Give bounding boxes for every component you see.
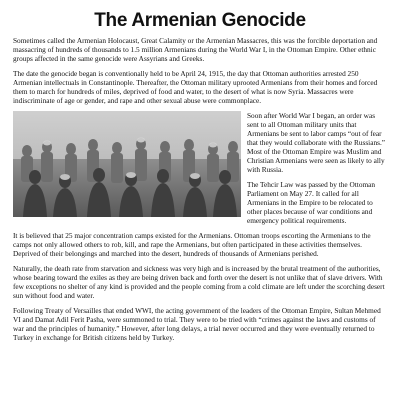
paragraph-intro: Sometimes called the Armenian Holocaust, Great Calamity or the Armenian Massacres, this was the forcible deportation and massacring of hundreds of thousands to 1.5 million Armenians during the World War I, in the Ottoman Empire. Other ethnic groups affected in the same genocide were Assyrians and Greeks. <box>13 36 378 63</box>
paragraph-date: The date the genocide began is conventionally held to be April 24, 1915, the day that Ottoman authorities arrested 250 Armenian intellectuals in Constantinople. Thereafter, the Ottoman military uprooted Armenians from their homes and forced them to march for hundreds of miles, deprived of food and water, to the desert of what is now Syria. Massacres were indiscriminate of age or gender, and rape and other sexual abuse were commonplace. <box>13 69 378 105</box>
paragraph-camps: It is believed that 25 major concentration camps existed for the Armenians. Ottoman troops escorting the Armenians to the camps not only allowed others to rob, kill, and rape the Armenians, but often participated in these activities themselves. Deprived of their belongings and marched into the desert, hundreds of thousands of Armenians perished. <box>13 231 371 258</box>
paragraph-versailles: Following Treaty of Versailles that ended WWI, the acting government of the leaders of the Ottoman Empire, Sultan Mehmed VI and Damat Adil Ferit Pasha, were summoned to trial. They were to be tried with “crimes against the laws and customs of war and the principles of humanity.” However, after long delays, a trial never occurred and they were eventually returned to Turkey in exchange for British citizens held by Turkey. <box>13 306 381 342</box>
historical-photo <box>13 111 241 217</box>
group-photo-image <box>13 111 241 217</box>
document-title: The Armenian Genocide <box>94 10 306 31</box>
paragraph-death-rate: Naturally, the death rate from starvation and sickness was very high and is increased by the brutal treatment of the authorities, whose bearing toward the exiles as they are being driven back and forth over the desert is not unlike that of slave drivers. With few exceptions no shelter of any kind is provided and the people coming from a cold climate are left under the scorching desert sun without food and water. <box>13 264 385 300</box>
paragraph-labor-camps: Soon after World War I began, an order was sent to all Ottoman military units that Armenians be sent to labor camps “out of fear that they would collaborate with the Russians.” Most of the Ottoman Empire was Muslim and Christian Armenians were seen as likely to ally with Russia. <box>247 111 386 174</box>
figure-section <box>13 111 387 231</box>
paragraph-tehcir-law: The Tehcir Law was passed by the Ottoman Parliament on May 27. It called for all Armenians in the Empire to be relocated to other places because of war conditions and emergency political requirements. <box>247 180 376 225</box>
